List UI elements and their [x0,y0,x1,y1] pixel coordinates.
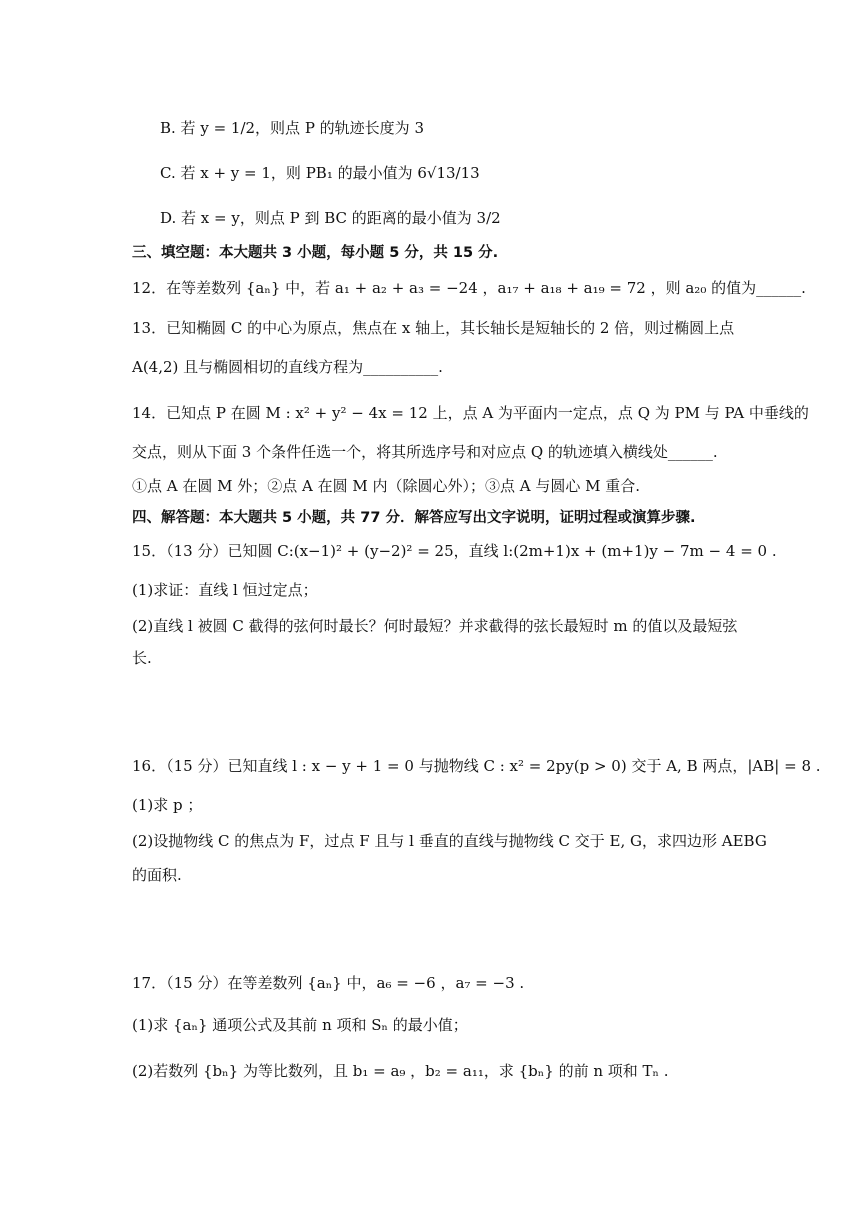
question-16-stem: 16．（15 分）已知直线 l : x − y + 1 = 0 与抛物线 C : x² = 2py(p > 0) 交于 A, B 两点，|AB| = 8 . [132,757,821,775]
question-17-part-2: (2)若数列 {bₙ} 为等比数列，且 b₁ = a₉ ，b₂ = a₁₁，求 {bₙ} 的前 n 项和 Tₙ . [132,1062,669,1080]
question-13-line-1: 13．已知椭圆 C 的中心为原点，焦点在 x 轴上，其长轴长是短轴长的 2 倍，则过椭圆上点 [132,319,735,337]
question-16-part-2-line-1: (2)设抛物线 C 的焦点为 F，过点 F 且与 l 垂直的直线与抛物线 C 交于 E, G，求四边形 AEBG [132,832,767,850]
question-12: 12．在等差数列 {aₙ} 中，若 a₁ + a₂ + a₃ = −24 ，a₁₇ + a₁₈ + a₁₉ = 72 ，则 a₂₀ 的值为______. [132,279,806,297]
option-b: B. 若 y = 1/2，则点 P 的轨迹长度为 3 [160,119,424,137]
question-15-stem: 15．（13 分）已知圆 C:(x−1)² + (y−2)² = 25，直线 l:(2m+1)x + (m+1)y − 7m − 4 = 0 . [132,542,777,560]
question-17-part-1: (1)求 {aₙ} 通项公式及其前 n 项和 Sₙ 的最小值； [132,1016,468,1034]
section-3-heading: 三、填空题：本大题共 3 小题，每小题 5 分，共 15 分. [132,245,499,261]
option-c: C. 若 x + y = 1，则 PB₁ 的最小值为 6√13/13 [160,164,480,182]
question-14-line-2: 交点，则从下面 3 个条件任选一个，将其所选序号和对应点 Q 的轨迹填入横线处______. [132,443,718,461]
question-14-line-1: 14．已知点 P 在圆 M : x² + y² − 4x = 12 上，点 A 为平面内一定点，点 Q 为 PM 与 PA 中垂线的 [132,404,809,422]
question-15-part-2-line-1: (2)直线 l 被圆 C 截得的弦何时最长？何时最短？并求截得的弦长最短时 m 的值以及最短弦 [132,617,738,635]
question-14-line-3: ①点 A 在圆 M 外；②点 A 在圆 M 内（除圆心外）；③点 A 与圆心 M 重合. [132,477,641,495]
question-15-part-1: (1)求证：直线 l 恒过定点； [132,581,318,599]
question-16-part-1: (1)求 p ； [132,796,203,814]
question-17-stem: 17．（15 分）在等差数列 {aₙ} 中，a₆ = −6 ，a₇ = −3 . [132,974,525,992]
question-16-part-2-line-2: 的面积. [132,866,182,884]
question-15-part-2-line-2: 长. [132,649,152,667]
question-13-line-2: A(4,2) 且与椭圆相切的直线方程为__________. [132,358,443,376]
section-4-heading: 四、解答题：本大题共 5 小题，共 77 分．解答应写出文字说明，证明过程或演算步骤. [132,510,696,526]
option-d: D. 若 x = y，则点 P 到 BC 的距离的最小值为 3/2 [160,209,501,227]
